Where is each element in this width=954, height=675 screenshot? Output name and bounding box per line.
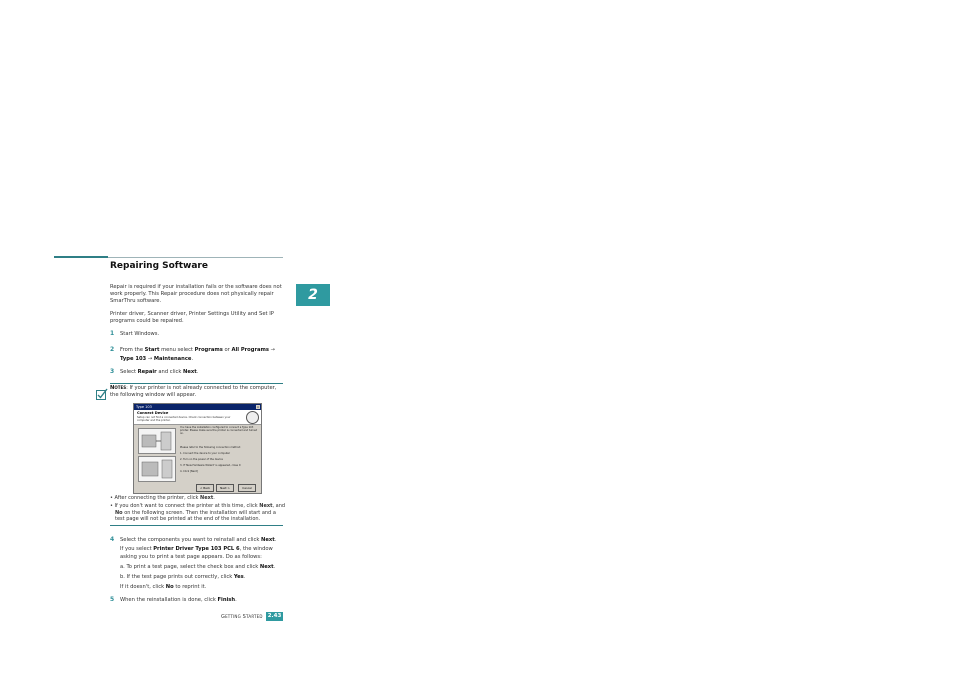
step-number: 4 — [110, 536, 115, 543]
next-button: Next > — [216, 484, 234, 492]
section-title: Repairing Software — [110, 261, 208, 271]
bullet-text: • After connecting the printer, click — [110, 495, 201, 501]
finish-label: Finish — [217, 597, 236, 603]
cancel-button: Cancel — [238, 484, 256, 492]
step-number: 3 — [110, 368, 115, 375]
note-label: Notes — [110, 385, 127, 391]
menu-maintenance: Maintenance — [153, 356, 192, 362]
printer-connect-image — [138, 428, 176, 454]
step-1 — [110, 330, 285, 338]
intro-paragraph-2: Printer driver, Scanner driver, Printer Settings Utility and Set IP programs could be repaired. — [110, 311, 274, 324]
step-text: or — [222, 347, 232, 353]
step-text: Start Windows. — [120, 331, 160, 337]
step-number: 5 — [110, 596, 115, 603]
dialog-text-5: 3. If 'New Hardware Wizard' is appeared, close it — [180, 464, 241, 467]
step-text: From the — [120, 347, 145, 353]
step-text: b. If the test page prints out correctly, click — [120, 574, 234, 580]
next-label: Next — [259, 503, 273, 509]
arrow-icon: → — [269, 347, 276, 353]
menu-type-103: Type 103 — [120, 356, 147, 362]
step-text: . — [196, 369, 199, 375]
bullet-text: . — [213, 495, 215, 501]
intro-paragraph-1: Repair is required if your installation fails or the software does not work properly. This Repair procedure does not physically repair SmarThru software. — [110, 284, 282, 304]
step-text: When the reinstallation is done, click — [120, 597, 218, 603]
note-bullet-1 — [110, 495, 285, 502]
menu-start: Start — [144, 347, 160, 353]
step-text: , the window asking you to print a test page appears. Do as follows: — [120, 546, 273, 560]
step-text: a. To print a test page, select the check box and click — [120, 564, 260, 570]
step-3 — [110, 368, 285, 376]
next-label: Next — [200, 495, 214, 501]
next-label: Next — [259, 564, 274, 570]
step-text: . — [273, 564, 276, 570]
note-icon — [96, 385, 108, 397]
step-2 — [110, 345, 285, 364]
note-bullet-2 — [110, 503, 287, 523]
dialog-text-3: 1. Connect the device to your computer — [180, 452, 230, 455]
step-text: . — [243, 574, 246, 580]
footer-chapter-label: Getting Started — [221, 614, 263, 620]
close-icon: × — [256, 405, 260, 409]
bullet-text: , and — [272, 503, 286, 509]
bullet-text: on the following screen. Then the installation will start and a test page will not be printed at the end of the installation. — [115, 509, 276, 523]
step-text: Select the components you want to reinstall and click — [120, 537, 261, 543]
dialog-header — [134, 410, 261, 425]
back-button: < Back — [196, 484, 214, 492]
dialog-text-6: 4. Click [Next] — [180, 470, 198, 473]
step-text: If you select — [120, 546, 154, 552]
step-4-b — [120, 573, 283, 581]
step-5 — [110, 596, 285, 604]
step-number: 1 — [110, 330, 115, 337]
menu-programs: Programs — [194, 347, 223, 353]
repair-label: Repair — [137, 369, 157, 375]
note-body: : If your printer is not already connected to the computer, the following window will appear. — [110, 385, 277, 398]
dialog-text-1: You have the installation configured to connect a Type 103 printer. Please make sure the printer is connected and turned on. — [180, 426, 258, 435]
step-text: Select — [120, 369, 138, 375]
dialog-header-subtitle: Setup can not find a connected device. Check connection between your computer and the printer. — [137, 416, 231, 422]
step-text: . — [235, 597, 237, 603]
next-label: Next — [183, 369, 197, 375]
connect-device-dialog-screenshot — [133, 403, 262, 494]
section-rule-accent — [54, 256, 108, 258]
driver-name: Printer Driver Type 103 PCL 6 — [153, 546, 240, 552]
step-4-detail — [120, 546, 283, 561]
bullet-text: • If you don't want to connect the printer at this time, click — [110, 503, 260, 509]
note-text — [110, 385, 285, 399]
step-4 — [110, 536, 285, 544]
dialog-text-2: Please refer to the following connection method: — [180, 446, 241, 449]
printer-power-image — [138, 456, 176, 482]
chapter-tab: 2 — [296, 284, 330, 306]
step-4-c — [120, 583, 283, 591]
note-rule-top — [110, 383, 283, 384]
no-label: No — [115, 509, 123, 516]
menu-all-programs: All Programs — [231, 347, 270, 353]
logo-icon — [246, 411, 259, 424]
step-text: to reprint it. — [173, 584, 207, 590]
dialog-header-title: Connect Device — [137, 411, 169, 415]
step-text: If it doesn't, click — [120, 584, 166, 590]
step-number: 2 — [110, 346, 115, 353]
next-label: Next — [260, 537, 275, 543]
no-label: No — [165, 584, 174, 590]
step-text: . — [191, 356, 194, 362]
note-rule-bottom — [110, 525, 283, 526]
yes-label: Yes — [233, 574, 244, 580]
dialog-text-4: 2. Turn on the power of the device — [180, 458, 223, 461]
page-number: 2.43 — [267, 613, 282, 619]
step-text: . — [274, 537, 277, 543]
arrow-icon: → — [146, 356, 154, 362]
step-text: menu select — [159, 347, 195, 353]
step-text: and click — [156, 369, 184, 375]
dialog-titlebar: Type 103 — [134, 404, 261, 410]
step-4-a — [120, 563, 285, 571]
